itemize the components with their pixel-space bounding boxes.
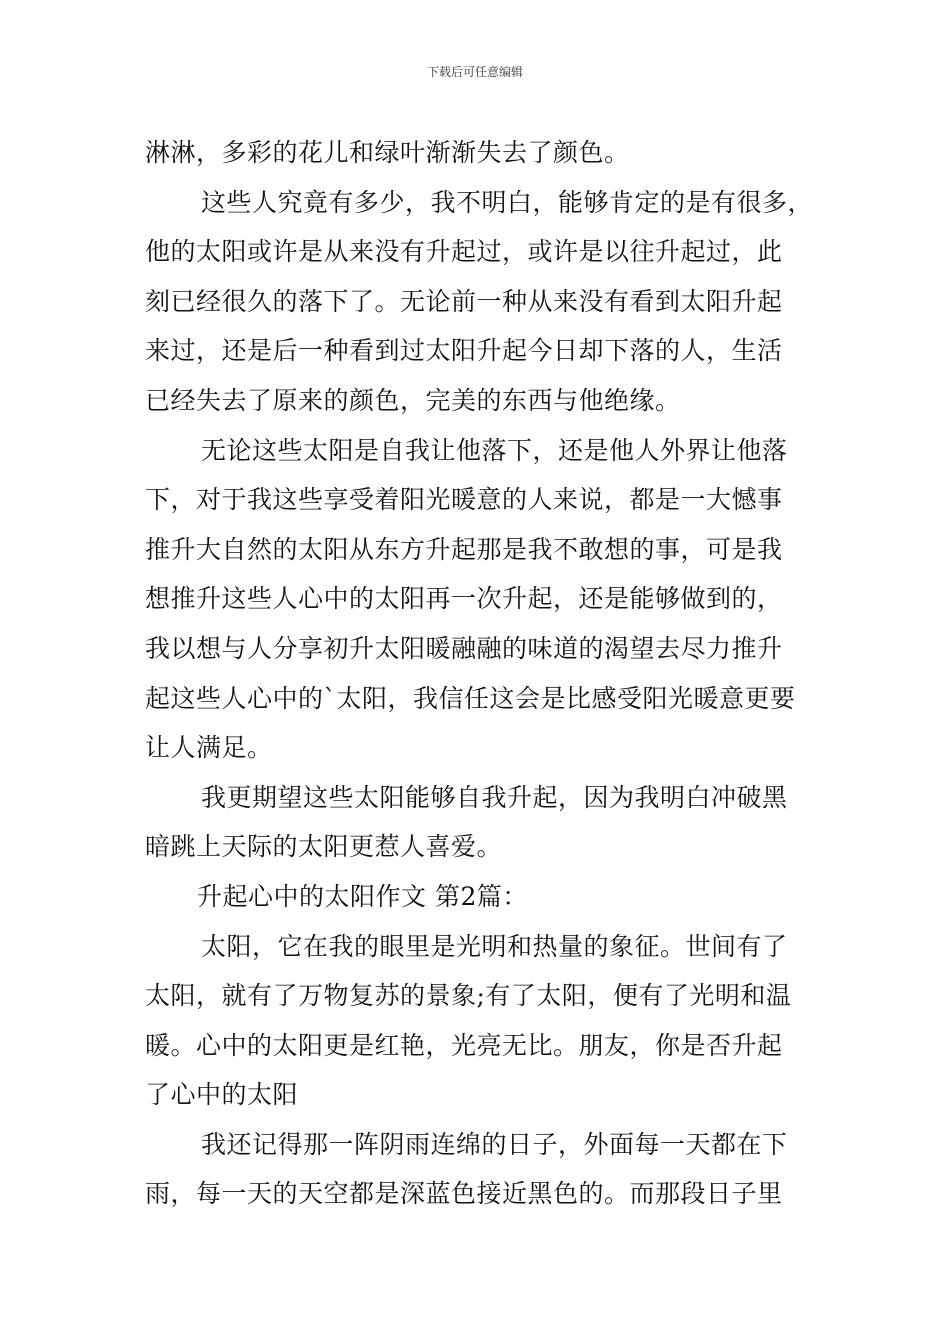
text-line: 让人满足。 bbox=[145, 733, 273, 763]
text-line: 刻已经很久的落下了。无论前一种从来没有看到太阳升起 bbox=[145, 286, 783, 316]
text-line: 了心中的太阳 bbox=[145, 1080, 299, 1110]
text-line: 我还记得那一阵阴雨连绵的日子，外面每一天都在下 bbox=[201, 1129, 788, 1159]
text-line: 暖。心中的太阳更是红艳，光亮无比。朋友，你是否升起 bbox=[145, 1030, 783, 1060]
text-line: 淋淋，多彩的花儿和绿叶渐渐失去了颜色。 bbox=[145, 138, 630, 167]
text-line: 已经失去了原来的颜色，完美的东西与他绝缘。 bbox=[145, 385, 681, 415]
text-line: 暗跳上天际的太阳更惹人喜爱。 bbox=[145, 832, 503, 862]
page-header-note: 下载后可任意编辑 bbox=[426, 65, 523, 79]
text-line: 下，对于我这些享受着阳光暖意的人来说，都是一大憾事 bbox=[145, 485, 783, 515]
text-line: 他的太阳或许是从来没有升起过，或许是以往升起过，此 bbox=[145, 237, 783, 267]
text-line: 太阳，就有了万物复苏的景象;有了太阳，便有了光明和温 bbox=[145, 981, 792, 1011]
section-heading: 升起心中的太阳作文 第2篇： bbox=[197, 881, 528, 911]
text-line: 推升大自然的太阳从东方升起那是我不敢想的事，可是我 bbox=[145, 534, 783, 564]
text-line: 来过，还是后一种看到过太阳升起今日却下落的人，生活 bbox=[145, 336, 783, 366]
text-line: 起这些人心中的`太阳，我信任这会是比感受阳光暖意更要 bbox=[145, 683, 796, 713]
article-body bbox=[145, 128, 825, 1219]
text-line: 想推升这些人心中的太阳再一次升起，还是能够做到的， bbox=[145, 584, 783, 614]
text-line: 我更期望这些太阳能够自我升起，因为我明白冲破黑 bbox=[201, 782, 788, 812]
text-line: 我以想与人分享初升太阳暖融融的味道的渴望去尽力推升 bbox=[145, 633, 783, 663]
text-line: 无论这些太阳是自我让他落下，还是他人外界让他落 bbox=[201, 435, 788, 465]
text-line: 太阳，它在我的眼里是光明和热量的象征。世间有了 bbox=[201, 931, 788, 961]
text-line: 雨，每一天的天空都是深蓝色接近黑色的。而那段日子里 bbox=[145, 1179, 783, 1209]
text-line: 这些人究竟有多少，我不明白，能够肯定的是有很多， bbox=[201, 187, 814, 217]
